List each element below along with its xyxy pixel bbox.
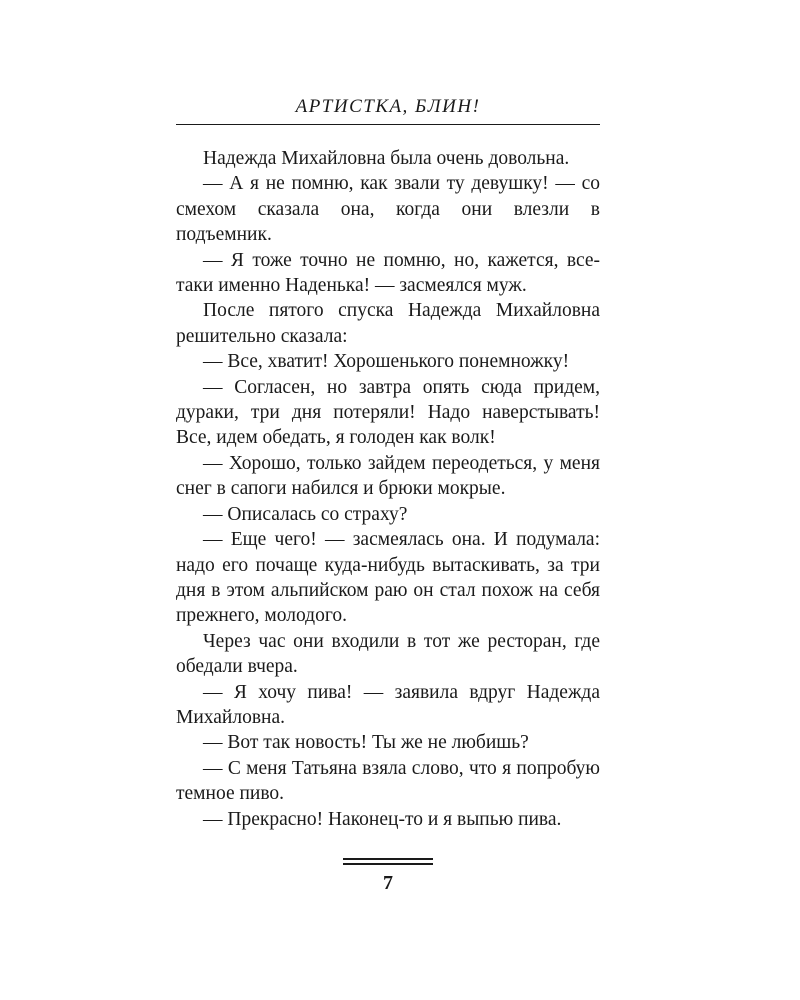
header-rule [176, 124, 600, 125]
paragraph: — С меня Татьяна взяла слово, что я попробую темное пиво. [176, 757, 600, 805]
footer-rule-top [343, 858, 433, 860]
running-head: АРТИСТКА, БЛИН! [295, 96, 481, 117]
paragraph: — Еще чего! — засмеялась она. И подумала: надо его почаще куда-нибудь вытаскивать, за три дня в этом альпийском раю он стал похож на себя прежнего, молодого. [176, 529, 600, 627]
paragraph: — Хорошо, только зайдем переодеться, у меня снег в сапоги набился и брюки мокрые. [176, 452, 600, 500]
paragraph: — Описалась со страху? [203, 503, 408, 525]
footer-rule-bottom [343, 863, 433, 865]
paragraph: — Я тоже точно не помню, но, кажется, все-таки именно Наденька! — засмеялся муж. [176, 249, 600, 297]
paragraph: — Прекрасно! Наконец-то и я выпью пива. [203, 808, 562, 830]
body-text [176, 146, 600, 832]
paragraph: После пятого спуска Надежда Михайловна решительно сказала: [176, 300, 600, 347]
page-number: 7 [383, 872, 393, 894]
paragraph: Через час они входили в тот же ресторан, где обедали вчера. [176, 630, 600, 678]
paragraph: Надежда Михайловна была очень довольна. [203, 148, 570, 169]
paragraph: — Вот так новость! Ты же не любишь? [203, 732, 529, 754]
paragraph: — Согласен, но завтра опять сюда придем, дураки, три дня потеряли! Надо наверстывать! Все, идем обедать, я голоден как волк! [176, 376, 600, 449]
paragraph: — Все, хватит! Хорошенького понемножку! [203, 351, 570, 373]
paragraph: — Я хочу пива! — заявила вдруг Надежда Михайловна. [176, 681, 600, 728]
paragraph: — А я не помню, как звали ту девушку! — со смехом сказала она, когда они влезли в подъемник. [176, 173, 600, 246]
